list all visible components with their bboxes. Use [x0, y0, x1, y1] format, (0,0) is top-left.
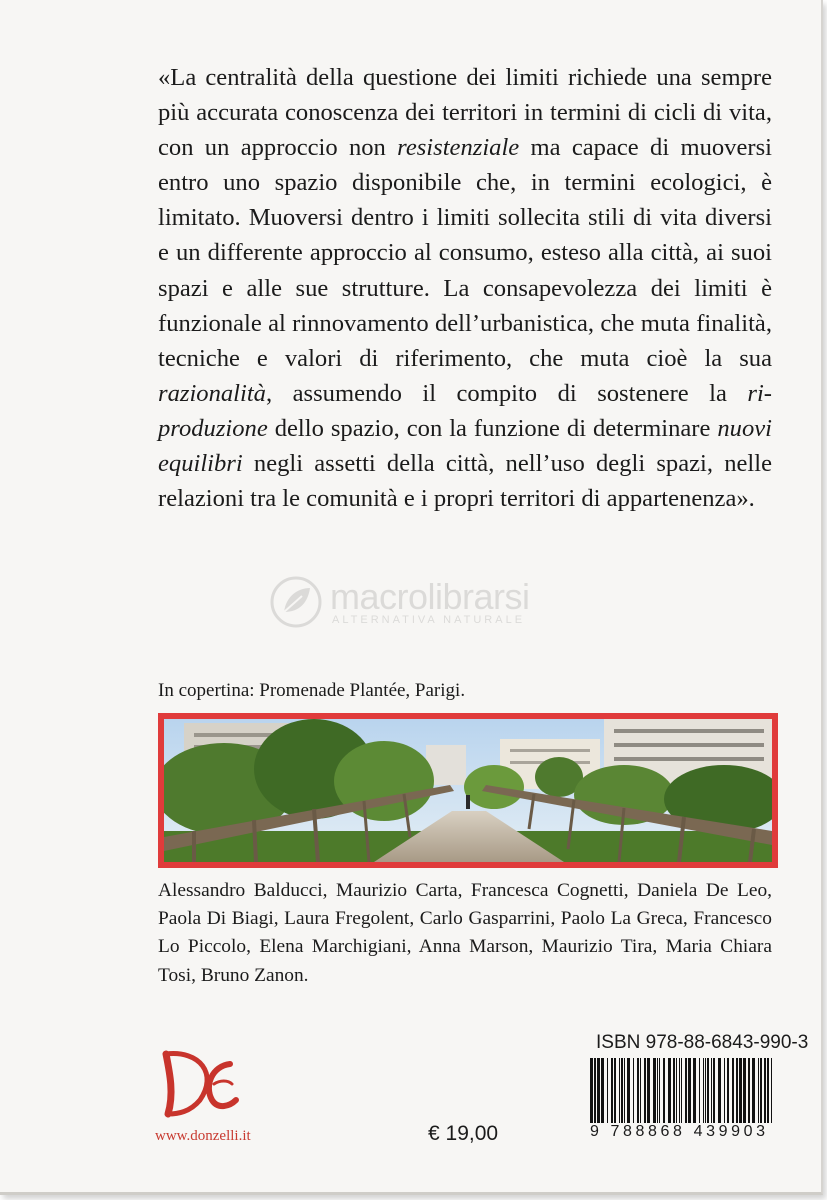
barcode-bar	[732, 1058, 734, 1124]
barcode-bar	[637, 1058, 639, 1124]
barcode-digits: 9 788868 439903	[590, 1123, 786, 1141]
barcode-bar	[627, 1058, 630, 1124]
barcode-bar	[668, 1058, 671, 1124]
barcode-bar	[601, 1058, 604, 1124]
barcode-bar	[673, 1058, 675, 1124]
barcode-bar	[764, 1058, 766, 1124]
barcode-bar	[640, 1058, 641, 1124]
barcode-bar	[619, 1058, 620, 1124]
barcode-bar	[707, 1058, 709, 1124]
quote-text: dello spazio, con la funzione di determinare	[267, 414, 718, 442]
cover-photo	[158, 713, 778, 868]
watermark-tagline: ALTERNATIVA NATURALE	[332, 614, 526, 626]
quote-text: «La centralità della questione dei limiti richiede una sempre più accurata conoscenza dei territori in termini di cicli di vita, con un approccio non	[158, 64, 772, 162]
bridge-photo-illustration	[164, 719, 772, 862]
barcode-bar	[713, 1058, 715, 1124]
barcode-bar	[743, 1058, 746, 1124]
leaf-icon	[268, 574, 324, 630]
barcode-bar	[699, 1058, 700, 1124]
barcode-bar	[760, 1058, 762, 1124]
quote-emphasis: nuovi equilibri	[158, 414, 772, 478]
quote-emphasis: ri-produzione	[158, 379, 772, 442]
authors-list: Alessandro Balducci, Maurizio Carta, Francesca Cognetti, Daniela De Leo, Paola Di Biagi, Laura Fregolent, Carlo Gasparrini, Paolo La Greca, Francesco Lo Piccolo, Elena Marchigiani, Anna Marson, Maurizio Tira, Maria Chiara Tosi, Bruno Zanon.	[158, 880, 772, 986]
barcode-bar	[711, 1058, 712, 1124]
barcode-bar	[647, 1058, 650, 1124]
barcode-bar	[607, 1058, 608, 1124]
barcode-bar	[724, 1058, 725, 1124]
barcode-bar	[611, 1058, 613, 1124]
quote-emphasis: resistenziale	[397, 134, 520, 162]
barcode-bar	[681, 1058, 682, 1124]
barcode-bar	[703, 1058, 704, 1124]
barcode-bar	[693, 1058, 696, 1124]
quote-emphasis: razionalità	[158, 379, 266, 407]
barcode-bar	[767, 1058, 769, 1124]
barcode-bar	[688, 1058, 691, 1124]
barcode-bar	[624, 1058, 625, 1124]
barcode-bar	[736, 1058, 738, 1124]
barcode-bar	[679, 1058, 680, 1124]
publisher-logo	[160, 1044, 240, 1129]
barcode-bar	[594, 1058, 596, 1124]
barcode	[588, 1058, 786, 1124]
barcode-bar	[659, 1058, 660, 1124]
quote-text: negli assetti della città, nell’uso degli spazi, nelle relazioni tra le comunità e i propri territori di appartenenza».	[158, 450, 772, 513]
donzelli-logo-icon	[160, 1044, 240, 1124]
barcode-bar	[644, 1058, 646, 1124]
barcode-bar	[727, 1058, 729, 1124]
barcode-bar	[633, 1058, 634, 1124]
isbn: ISBN 978-88-6843-990-3	[596, 1032, 809, 1053]
quote-text: , assumendo il compito di sostenere la	[265, 379, 748, 407]
price: € 19,00	[428, 1122, 499, 1145]
barcode-bar	[653, 1058, 656, 1124]
barcode-bar	[657, 1058, 658, 1124]
barcode-bar	[718, 1058, 721, 1124]
cover-caption: In copertina: Promenade Plantée, Parigi.	[158, 680, 466, 701]
barcode-bar	[614, 1058, 616, 1124]
back-cover-quote	[158, 60, 772, 516]
barcode-bar	[752, 1058, 755, 1124]
watermark-brand: macrolibrarsi	[330, 576, 530, 617]
barcode-bar	[758, 1058, 759, 1124]
barcode-bar	[621, 1058, 623, 1124]
barcode-bar	[748, 1058, 750, 1124]
barcode-bar	[685, 1058, 687, 1124]
barcode-bar	[663, 1058, 665, 1124]
quote-text: ma capace di muoversi entro uno spazio disponibile che, in termini ecologici, è limitato. Muoversi dentro i limiti sollecita stili di vita diversi e un differente approccio al consumo, esteso alla città, ai suoi spazi e alle sue strutture. La consapevolezza dei limiti è funzionale al rinnovamento dell’urbanistica, che muta finalità, tecniche e valori di riferimento, che muta cioè la sua	[158, 134, 772, 372]
barcode-bar	[705, 1058, 706, 1124]
barcode-bar	[676, 1058, 677, 1124]
barcode-bar	[771, 1058, 772, 1124]
barcode-bar	[739, 1058, 742, 1124]
publisher-website: www.donzelli.it	[155, 1128, 251, 1144]
watermark	[268, 574, 568, 634]
barcode-bar	[590, 1058, 593, 1124]
barcode-bar	[597, 1058, 600, 1124]
